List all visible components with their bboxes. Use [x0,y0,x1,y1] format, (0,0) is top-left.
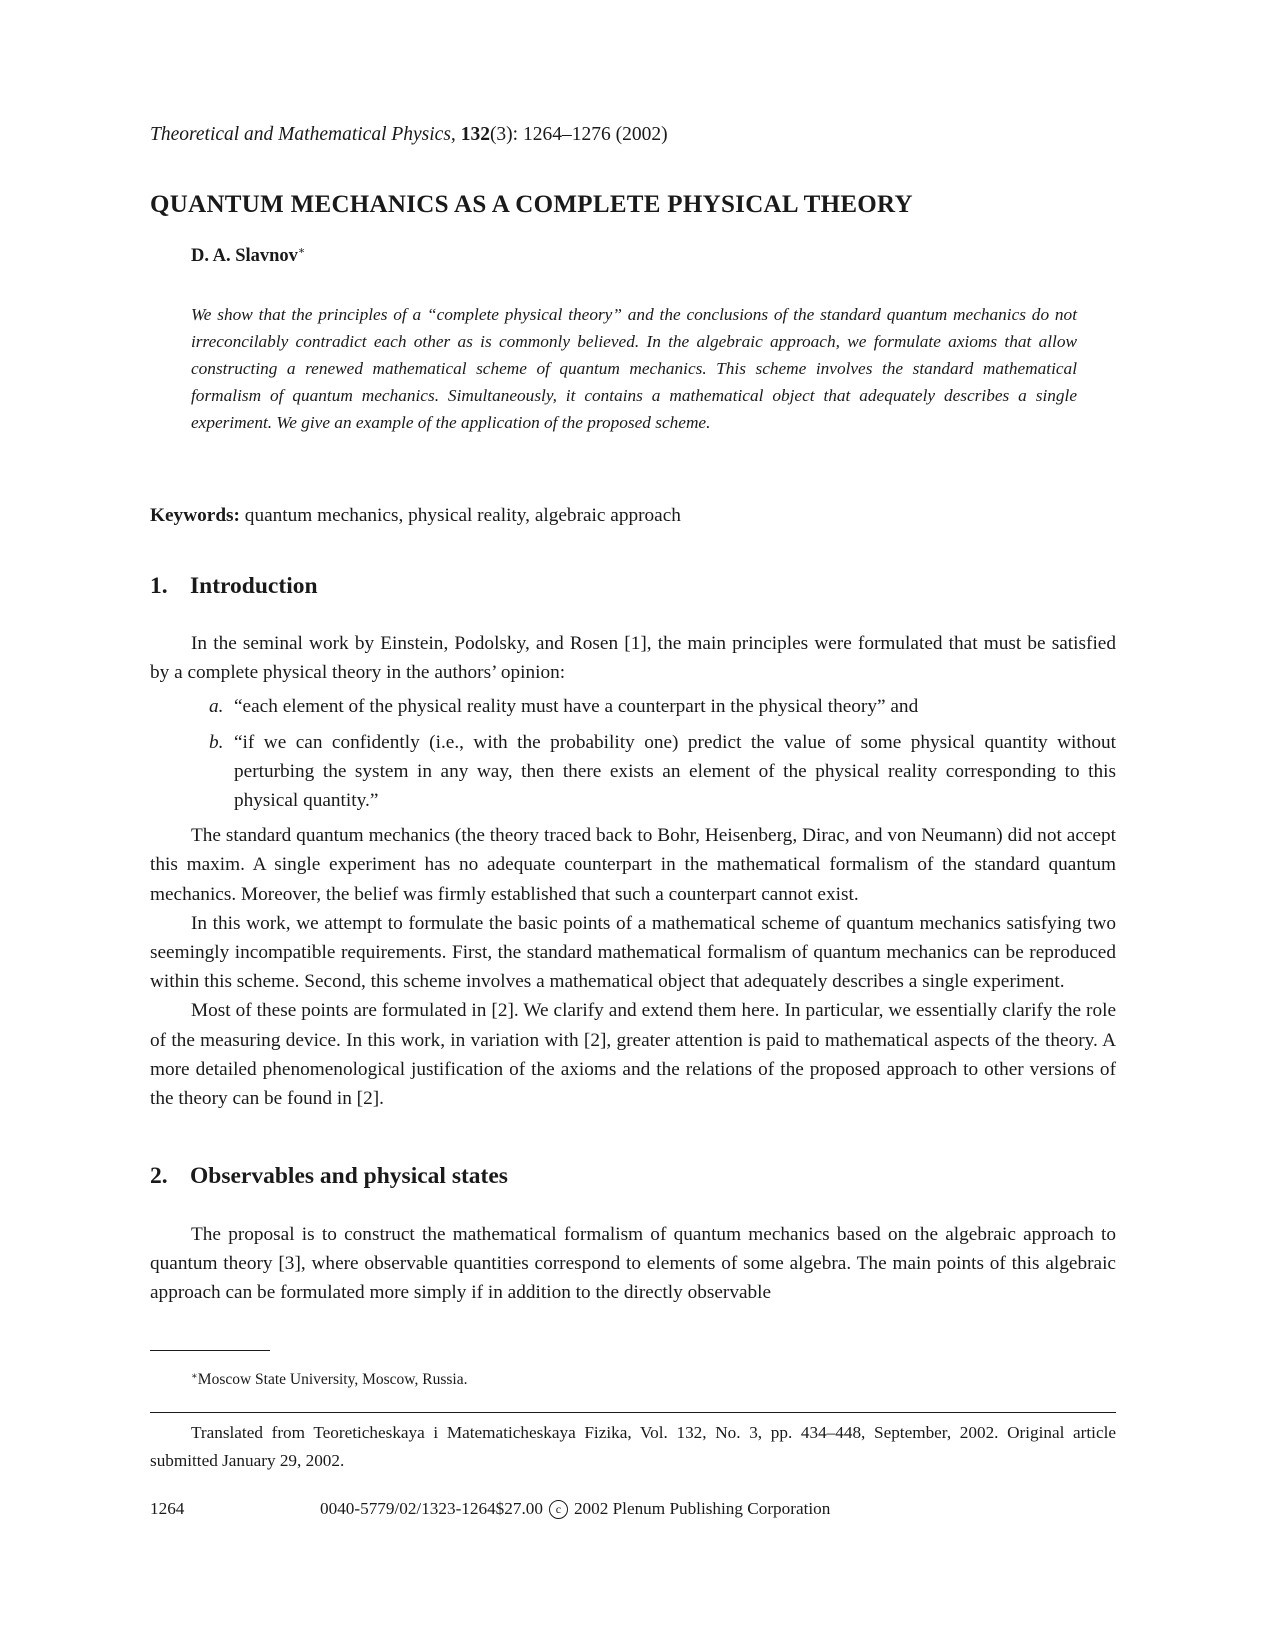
quote-list [150,692,1116,815]
section-heading-2 [150,1163,508,1190]
keywords-line [150,505,681,527]
list-item-text: “each element of the physical reality must have a counterpart in the physical theory” and [234,696,919,718]
journal-name: Theoretical and Mathematical Physics, [150,124,456,145]
paragraph: In this work, we attempt to formulate the basic points of a mathematical scheme of quantum mechanics satisfying two seemingly incompatible requirements. First, the standard mathematical formalism of quantum mechanics can be reproduced within this scheme. Second, this scheme involves a mathematical object that adequately describes a single experiment. [150,912,1116,993]
list-item-label: b. [209,731,224,753]
paragraph: In the seminal work by Einstein, Podolsky, and Rosen [1], the main principles were formulated that must be satisfied by a complete physical theory in the authors’ opinion: [150,633,1116,684]
list-item [150,692,1116,721]
copyright-line [320,1499,830,1519]
journal-volume: 132 [460,124,490,145]
footnote-rule [150,1350,270,1351]
list-item-label: a. [209,696,224,718]
keywords-label: Keywords: [150,505,240,526]
author-name: D. A. Slavnov [191,246,298,266]
issn-code: 0040-5779/02/1323-1264$27.00 [320,1499,543,1518]
section-number: 1. [150,573,168,599]
copyright-icon: c [549,1500,568,1519]
footnote-mark: ∗ [191,1371,198,1382]
translation-text: Translated from Teoreticheskaya i Matematicheskaya Fizika, Vol. 132, No. 3, pp. 434–448, September, 2002. Original article submitted January 29, 2002. [150,1423,1116,1470]
journal-issue-pages: (3): 1264–1276 (2002) [489,124,668,145]
translation-rule [150,1412,1116,1413]
section-2-body [150,1220,1116,1308]
copyright-text: 2002 Plenum Publishing Corporation [573,1499,831,1518]
section-title: Introduction [190,573,318,599]
footnote-text: Moscow State University, Moscow, Russia. [197,1371,468,1388]
page-number: 1264 [150,1499,185,1518]
journal-citation [150,124,668,146]
author-footnote-mark: ∗ [297,245,306,257]
keywords-text: quantum mechanics, physical reality, algebraic approach [244,505,681,526]
section-1-body [150,629,1116,1113]
list-item-text: “if we can confidently (i.e., with the probability one) predict the value of some physical quantity without perturbing the system in any way, then there exists an element of the physical reality corresponding to this physical quantity.” [234,731,1116,812]
section-number: 2. [150,1163,168,1189]
paragraph: Most of these points are formulated in [2]. We clarify and extend them here. In particular, we essentially clarify the role of the measuring device. In this work, in variation with [2], greater attention is paid to mathematical aspects of the theory. A more detailed phenomenological justification of the axioms and the relations of the proposed approach to other versions of the theory can be found in [2]. [150,1000,1116,1110]
paper-title: QUANTUM MECHANICS AS A COMPLETE PHYSICAL THEORY [150,191,913,218]
paragraph: The proposal is to construct the mathematical formalism of quantum mechanics based on the algebraic approach to quantum theory [3], where observable quantities correspond to elements of some algebra. The main points of this algebraic approach can be formulated more simply if in addition to the directly observable [150,1224,1116,1304]
author-line [191,244,305,267]
list-item [150,728,1116,816]
paragraph: The standard quantum mechanics (the theory traced back to Bohr, Heisenberg, Dirac, and von Neumann) did not accept this maxim. A single experiment has no adequate counterpart in the mathematical formalism of the standard quantum mechanics. Moreover, the belief was firmly established that such a counterpart cannot exist. [150,825,1116,905]
section-heading-1 [150,573,318,600]
section-title: Observables and physical states [190,1163,508,1189]
translation-note [150,1419,1116,1474]
footnote [191,1371,467,1389]
abstract: We show that the principles of a “complete physical theory” and the conclusions of the standard quantum mechanics do not irreconcilably contradict each other as is commonly believed. In the algebraic approach, we formulate axioms that allow constructing a renewed mathematical scheme of quantum mechanics. This scheme involves the standard mathematical formalism of quantum mechanics. Simultaneously, it contains a mathematical object that adequately describes a single experiment. We give an example of the application of the proposed scheme. [191,305,1077,432]
